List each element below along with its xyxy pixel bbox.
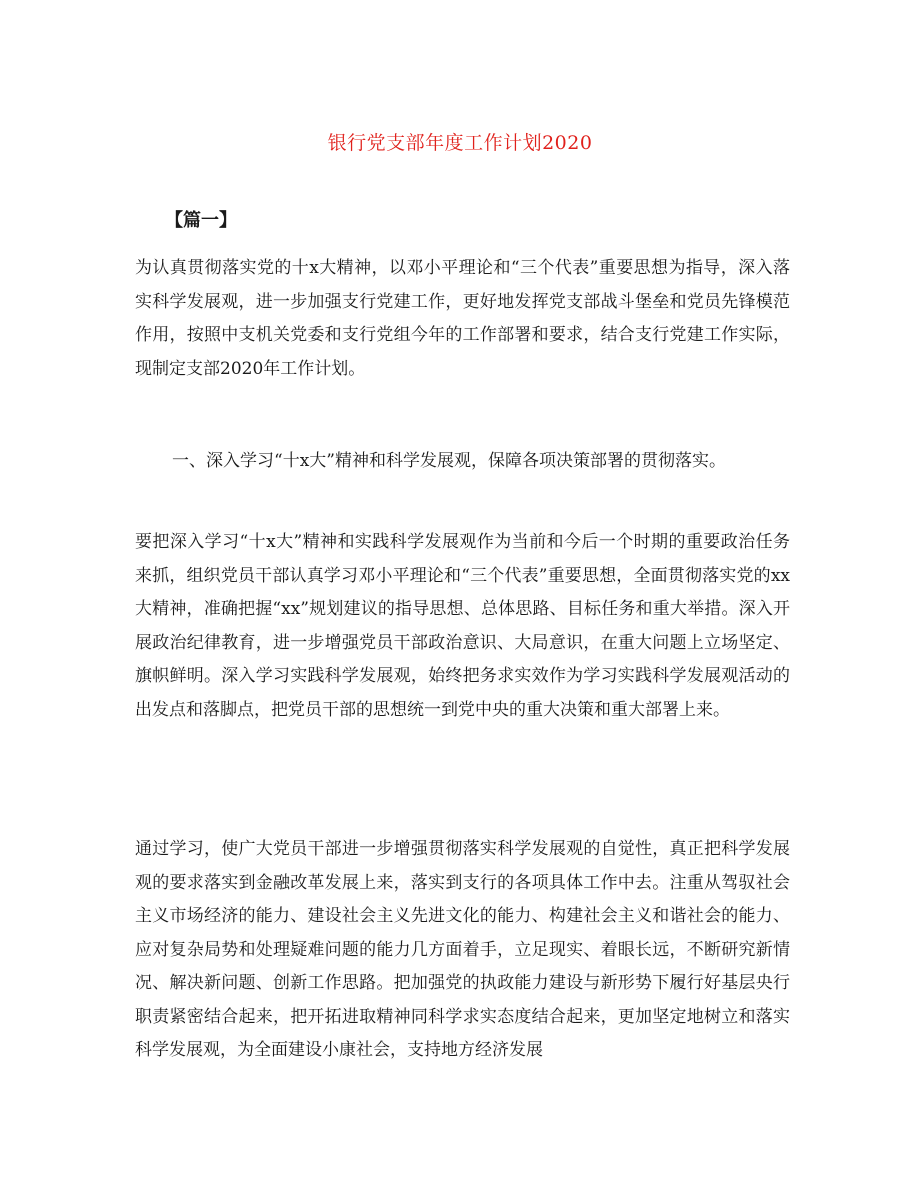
section-heading-1: 一、深入学习“十x大”精神和科学发展观，保障各项决策部署的贯彻落实。 <box>172 451 726 471</box>
paragraph-through-study: 通过学习，使广大党员干部进一步增强贯彻落实科学发展观的自觉性，真正把科学发展观的要求落实到金融改革发展上来，落实到支行的各项具体工作中去。注重从驾驭社会主义市场经济的能力、建设社会主义先进文化的能力、构建社会主义和谐社会的能力、应对复杂局势和处理疑难问题的能力几方面着手，立足现实、着眼长远，不断研究新情况、解决新问题、创新工作思路。把加强党的执政能力建设与新形势下履行好基层央行职责紧密结合起来，把开拓进取精神同科学求实态度结合起来，更加坚定地树立和落实科学发展观，为全面建设小康社会，支持地方经济发展 <box>135 839 790 1060</box>
paragraph-intro: 为认真贯彻落实党的十x大精神，以邓小平理论和“三个代表”重要思想为指导，深入落实科学发展观，进一步加强支行党建工作，更好地发挥党支部战斗堡垒和党员先锋模范作用，按照中支机关党委和支行党组今年的工作部署和要求，结合支行党建工作实际，现制定支部2020年工作计划。 <box>135 258 790 379</box>
section-tag: 【篇一】 <box>165 210 237 231</box>
document-title: 银行党支部年度工作计划2020 <box>327 132 593 154</box>
paragraph-study: 要把深入学习“十x大”精神和实践科学发展观作为当前和今后一个时期的重要政治任务来抓，组织党员干部认真学习邓小平理论和“三个代表”重要思想，全面贯彻落实党的xx大精神，准确把握“xx”规划建议的指导思想、总体思路、目标任务和重大举措。深入开展政治纪律教育，进一步增强党员干部政治意识、大局意识，在重大问题上立场坚定、旗帜鲜明。深入学习实践科学发展观，始终把务求实效作为学习实践科学发展观活动的出发点和落脚点，把党员干部的思想统一到党中央的重大决策和重大部署上来。 <box>135 532 790 720</box>
